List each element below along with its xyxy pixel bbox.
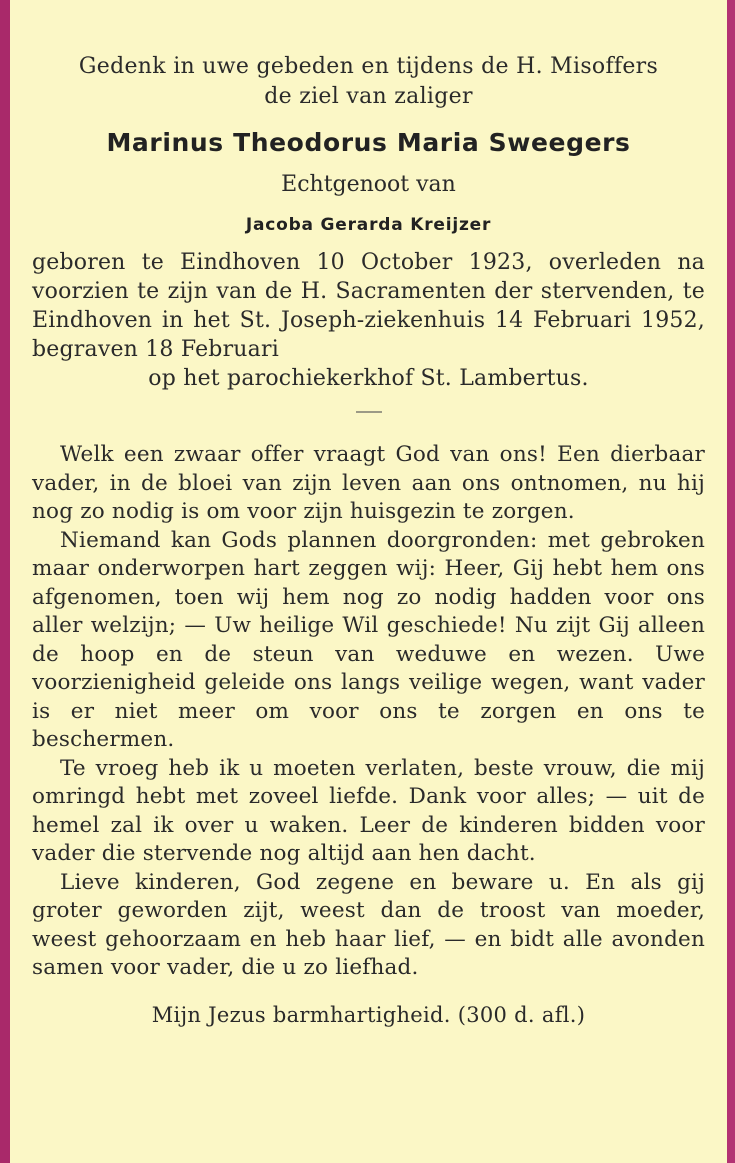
divider-ornament <box>356 411 382 413</box>
deceased-name: Marinus Theodorus Maria Sweegers <box>106 128 631 157</box>
intro-line-2: de ziel van zaliger <box>264 84 473 109</box>
memorial-paragraph: Te vroeg heb ik u moeten verlaten, beste vrouw, die mij omringd hebt met zoveel liefde. Dank voor alles; — uit de hemel zal ik over u waken. Leer de kinderen bidden voor vader die stervende nog altijd aan hen dacht. <box>32 755 705 866</box>
memorial-text <box>32 441 705 983</box>
life-details-last-line: op het parochiekerkhof St. Lambertus. <box>148 366 589 391</box>
memorial-paragraph: Lieve kinderen, God zegene en beware u. En als gij groter geworden zijt, weest dan de troost van moeder, weest gehoorzaam en heb haar lief, — en bidt alle avonden samen voor vader, die u zo liefhad. <box>32 869 705 980</box>
spouse-label: Echtgenoot van <box>281 172 456 197</box>
memorial-paragraph: Welk een zwaar offer vraagt God van ons! Een dierbaar vader, in de bloei van zijn leven aan ons ontnomen, nu hij nog zo nodig is om voor zijn huisgezin te zorgen. <box>32 442 705 524</box>
card-border-left <box>0 0 10 1163</box>
memorial-card <box>10 0 727 1163</box>
closing-prayer: Mijn Jezus barmhartigheid. (300 d. afl.) <box>151 1002 586 1027</box>
intro-line-1: Gedenk in uwe gebeden en tijdens de H. Misoffers <box>78 54 659 79</box>
intro-text <box>32 52 705 112</box>
life-details-text: geboren te Eindhoven 10 October 1923, overleden na voorzien te zijn van de H. Sacramenten der stervenden, te Eindhoven in het St. Joseph-ziekenhuis 14 Februari 1952, begraven 18 Februari <box>32 250 705 362</box>
spouse-name: Jacoba Gerarda Kreijzer <box>245 215 492 235</box>
memorial-paragraph: Niemand kan Gods plannen doorgronden: met gebroken maar onderworpen hart zeggen wij: Heer, Gij hebt hem ons afgenomen, toen wij hem nog zo nodig hadden voor ons aller welzijn; — Uw heilige Wil geschiede! Nu zijt Gij alleen de hoop en de steun van weduwe en wezen. Uwe voorzienigheid geleide ons langs veilige wegen, want vader is er niet meer om voor ons te zorgen en ons te beschermen. <box>32 527 705 752</box>
life-details <box>32 248 705 393</box>
card-border-right <box>727 0 735 1163</box>
